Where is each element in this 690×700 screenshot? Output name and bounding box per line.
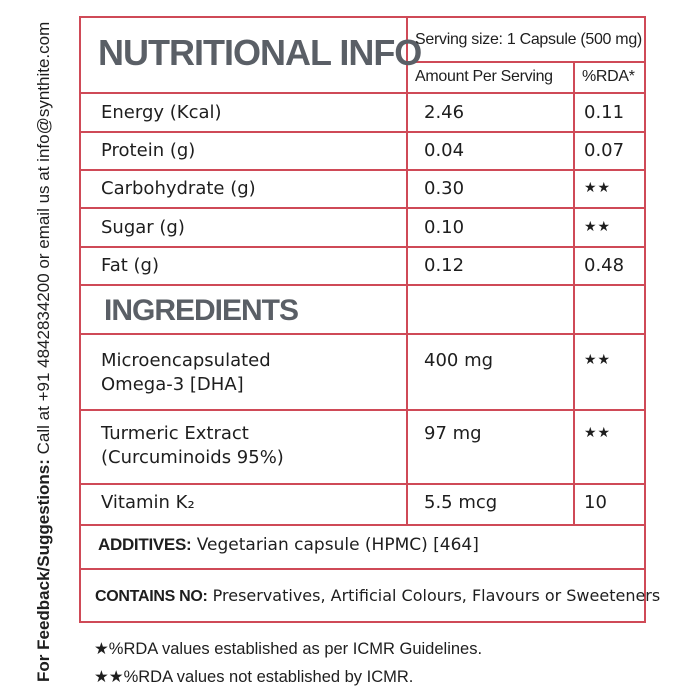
nutrient-rda: 0.48: [584, 255, 625, 276]
feedback-label: For Feedback/Suggestions:: [34, 459, 53, 682]
nutrient-amount: 0.04: [424, 140, 465, 161]
nutritional-info-title: NUTRITIONAL INFO: [98, 32, 422, 73]
nutrient-amount: 0.12: [424, 255, 465, 276]
nutrient-amount: 0.10: [424, 217, 465, 238]
nutrient-name: Protein (g): [101, 140, 196, 161]
ingredient-name-line1: Vitamin K₂: [101, 492, 195, 513]
nutrient-rda: ★★: [584, 219, 612, 235]
additives-text: Vegetarian capsule (HPMC) [464]: [191, 535, 479, 555]
contains-no-line: [95, 586, 660, 606]
footnote-rda-established: ★%RDA values established as per ICMR Guidelines.: [94, 640, 483, 658]
ingredient-amount: 5.5 mcg: [424, 492, 498, 513]
rda-header: %RDA*: [582, 68, 635, 85]
ingredients-title: INGREDIENTS: [104, 294, 299, 327]
ingredient-rda: 10: [584, 492, 607, 513]
serving-size: Serving size: 1 Capsule (500 mg): [415, 31, 642, 48]
nutrient-amount: 0.30: [424, 178, 465, 199]
nutrition-table: [79, 16, 661, 623]
nutrient-name: Sugar (g): [101, 217, 185, 238]
additives-line: [98, 535, 479, 555]
footnote-rda-not-established: ★★%RDA values not established by ICMR.: [94, 668, 414, 686]
nutrient-amount: 2.46: [424, 102, 465, 123]
nutrient-name: Fat (g): [101, 255, 159, 276]
ingredient-amount: 400 mg: [424, 350, 494, 371]
feedback-contact-text: [34, 22, 54, 682]
ingredient-name-line1: Turmeric Extract: [101, 423, 249, 444]
nutrient-rda: 0.07: [584, 140, 625, 161]
amount-per-serving-header: Amount Per Serving: [415, 68, 553, 85]
nutrient-rda: ★★: [584, 180, 612, 196]
ingredient-name-line1: Microencapsulated: [101, 350, 271, 371]
ingredient-rda: ★★: [584, 352, 612, 368]
ingredient-name-line2: (Curcuminoids 95%): [101, 447, 284, 468]
nutrient-rda: 0.11: [584, 102, 625, 123]
additives-label: ADDITIVES:: [98, 535, 192, 554]
contains-no-text: Preservatives, Artificial Colours, Flavours or Sweeteners: [207, 586, 661, 605]
ingredient-amount: 97 mg: [424, 423, 482, 444]
contains-no-label: CONTAINS NO:: [95, 588, 208, 605]
nutrient-name: Energy (Kcal): [101, 102, 222, 123]
ingredient-rda: ★★: [584, 425, 612, 441]
ingredient-name-line2: Omega-3 [DHA]: [101, 374, 244, 395]
nutrient-name: Carbohydrate (g): [101, 178, 256, 199]
feedback-contact: Call at +91 4842834200 or email us at info@synthite.com: [34, 21, 53, 460]
